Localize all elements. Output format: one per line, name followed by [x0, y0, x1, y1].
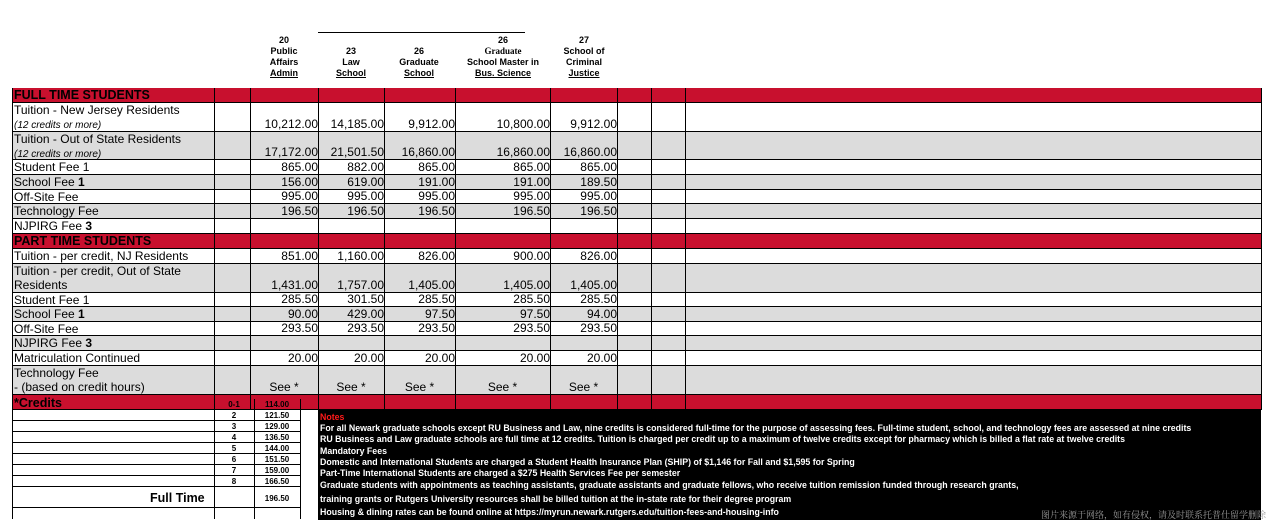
row-label [14, 191, 78, 204]
row-label-text: School Fee [14, 175, 79, 189]
column-title-line: Graduate [484, 46, 522, 56]
column-title-underlined: Bus. Science [474, 68, 532, 78]
amount-cell: 900.00 [513, 249, 550, 263]
credits-amount: 159.00 [264, 466, 290, 475]
credits-section-title: *Credits [14, 396, 62, 410]
full-time-amount: 196.50 [264, 494, 290, 503]
grid-line [1261, 88, 1262, 410]
row-sublabel [14, 118, 101, 132]
row-label [14, 323, 78, 336]
row-label-text: Tuition - New Jersey Residents [14, 103, 180, 117]
credits-count: 6 [231, 455, 237, 464]
amount-cell: 1,405.00 [408, 278, 455, 292]
row-label-text: Student Fee 1 [14, 293, 90, 307]
table-row [12, 132, 1261, 160]
amount-cell: 1,431.00 [271, 278, 318, 292]
amount-cell: 196.50 [513, 204, 550, 218]
row-label-text: Off-Site Fee [14, 322, 79, 336]
column-title-line: School of [563, 46, 605, 56]
amount-cell: 826.00 [418, 249, 455, 263]
amount-cell: 196.50 [281, 204, 318, 218]
amount-cell: 20.00 [586, 351, 617, 365]
row-label [14, 133, 181, 146]
amount-cell: 865.00 [513, 160, 550, 174]
table-row [12, 366, 1261, 395]
footnote-marker: 3 [85, 336, 93, 350]
row-sublabel-text: (12 credits or more) [14, 120, 102, 131]
row-label [14, 265, 181, 278]
row-label-text: Tuition - Out of State Residents [14, 132, 181, 146]
see-note-cell: See * [269, 380, 299, 394]
amount-cell: 293.50 [418, 321, 455, 335]
amount-cell: 293.50 [347, 321, 384, 335]
table-row [12, 351, 1261, 366]
note-line: Domestic and International Students are charged a Student Health Insurance Plan (SHIP) of $1,146 for Fall and $1,595 for Spring [320, 457, 855, 467]
row-label [14, 176, 85, 189]
amount-cell: 20.00 [353, 351, 384, 365]
amount-cell: 1,405.00 [503, 278, 550, 292]
credits-count: 8 [231, 477, 237, 486]
row-label-text: NJPIRG Fee [14, 336, 86, 350]
amount-cell: 285.50 [281, 292, 318, 306]
table-row [12, 175, 1261, 190]
part-time-section-title: PART TIME STUDENTS [14, 234, 152, 248]
amount-cell: 20.00 [519, 351, 550, 365]
table-row [12, 219, 1261, 234]
amount-cell: 995.00 [281, 189, 318, 203]
column-title-line: Affairs [269, 57, 299, 67]
credits-amount: 121.50 [264, 411, 290, 420]
amount-cell: 10,800.00 [496, 117, 550, 131]
amount-cell: 826.00 [580, 249, 617, 263]
footnote-marker: 3 [85, 219, 93, 233]
amount-cell: 196.50 [418, 204, 455, 218]
credits-amount: 136.50 [264, 433, 290, 442]
amount-cell: 189.50 [580, 175, 617, 189]
credits-amount: 151.50 [264, 455, 290, 464]
amount-cell: 882.00 [347, 160, 384, 174]
table-row [12, 293, 1261, 307]
note-line: Part-Time International Students are charged a $275 Health Services Fee per semester [320, 468, 681, 478]
row-label [14, 367, 99, 380]
amount-cell: 196.50 [347, 204, 384, 218]
amount-cell: 285.50 [580, 292, 617, 306]
row-sublabel-text: (12 credits or more) [14, 149, 102, 160]
row-sublabel [14, 147, 101, 161]
column-title-underlined: School [403, 68, 434, 78]
amount-cell: 94.00 [586, 307, 617, 321]
note-line: Mandatory Fees [320, 446, 387, 456]
note-line: For all Newark graduate schools except RU Business and Law, nine credits is considered full-time for the purpose of assessing fees. Full-time student, school, and technology fees are assessed at nine credits [320, 423, 1192, 433]
row-label-text: Off-Site Fee [14, 190, 79, 204]
note-line: Graduate students with appointments as teaching assistants, graduate assistants and graduate fellows, who receive tuition remission funded through research grants, [320, 480, 1019, 490]
row-label-text: Tuition - per credit, NJ Residents [14, 249, 189, 263]
amount-cell: 285.50 [513, 292, 550, 306]
footnote-marker: 1 [78, 175, 85, 189]
amount-cell: 1,405.00 [570, 278, 617, 292]
part-time-header-band [12, 234, 1261, 249]
amount-cell: 995.00 [418, 189, 455, 203]
row-label [14, 220, 92, 233]
row-label [14, 294, 89, 307]
note-line: training grants or Rutgers University resources shall be billed tuition at the in-state rate for their degree program [320, 494, 792, 504]
amount-cell: 851.00 [281, 249, 318, 263]
table-row [12, 190, 1261, 204]
credits-count: 7 [231, 466, 237, 475]
column-code: 20 [278, 35, 289, 45]
row-label-text: Matriculation Continued [14, 351, 141, 365]
see-note-cell: See * [487, 380, 518, 394]
header-top-rule [318, 32, 525, 33]
amount-cell: 97.50 [519, 307, 550, 321]
row-label [14, 308, 85, 321]
credits-count: 0-1 [228, 400, 240, 409]
credits-amount: 129.00 [264, 422, 290, 431]
see-note-cell: See * [568, 380, 599, 394]
row-label [14, 250, 188, 263]
row-label-text: School Fee [14, 307, 79, 321]
credits-amount: 114.00 [264, 400, 290, 409]
amount-cell: 17,172.00 [264, 145, 318, 159]
credits-count: 4 [231, 433, 237, 442]
amount-cell: 16,860.00 [401, 145, 455, 159]
row-label-text: Technology Fee [14, 204, 99, 218]
amount-cell: 619.00 [347, 175, 384, 189]
column-code: 26 [497, 35, 508, 45]
amount-cell: 97.50 [424, 307, 455, 321]
amount-cell: 191.00 [513, 175, 550, 189]
footnote-marker: 1 [78, 307, 85, 321]
amount-cell: 21,501.50 [330, 145, 384, 159]
table-row [12, 160, 1261, 175]
table-row [12, 336, 1261, 351]
grid-line [12, 88, 13, 410]
amount-cell: 156.00 [281, 175, 318, 189]
notes-title: Notes [320, 412, 345, 422]
row-label [14, 205, 99, 218]
amount-cell: 285.50 [418, 292, 455, 306]
row-label-text: Tuition - per credit, Out of State [14, 264, 181, 278]
credits-count: 3 [231, 422, 237, 431]
amount-cell: 9,912.00 [408, 117, 455, 131]
full-time-section-title: FULL TIME STUDENTS [14, 88, 150, 102]
amount-cell: 293.50 [580, 321, 617, 335]
row-label-text: NJPIRG Fee [14, 219, 86, 233]
credits-grid-line [300, 399, 301, 519]
row-label-continued: Residents [14, 278, 68, 292]
amount-cell: 20.00 [287, 351, 318, 365]
amount-cell: 196.50 [580, 204, 617, 218]
row-label [14, 104, 180, 117]
column-title-underlined: School [335, 68, 366, 78]
column-code: 27 [578, 35, 589, 45]
column-code: 26 [413, 46, 424, 56]
amount-cell: 865.00 [281, 160, 318, 174]
column-code: 23 [345, 46, 356, 56]
amount-cell: 1,160.00 [337, 249, 384, 263]
amount-cell: 293.50 [281, 321, 318, 335]
grid-line [617, 88, 618, 410]
table-row [12, 249, 1261, 264]
amount-cell: 1,757.00 [337, 278, 384, 292]
amount-cell: 865.00 [418, 160, 455, 174]
column-title-line: Graduate [399, 57, 439, 67]
row-label [14, 161, 89, 174]
amount-cell: 9,912.00 [570, 117, 617, 131]
amount-cell: 865.00 [580, 160, 617, 174]
column-title-underlined: Justice [568, 68, 600, 78]
amount-cell: 293.50 [513, 321, 550, 335]
table-row [12, 103, 1261, 132]
table-row [12, 264, 1261, 293]
row-label-text: Student Fee 1 [14, 160, 90, 174]
credits-amount: 166.50 [264, 477, 290, 486]
see-note-cell: See * [404, 380, 435, 394]
amount-cell: 16,860.00 [496, 145, 550, 159]
column-title-line: Criminal [565, 57, 602, 67]
column-title-line: Public [270, 46, 298, 56]
grid-line [685, 88, 686, 410]
table-row [12, 307, 1261, 322]
amount-cell: 995.00 [347, 189, 384, 203]
row-label-continued: - (based on credit hours) [14, 380, 145, 394]
amount-cell: 20.00 [424, 351, 455, 365]
amount-cell: 995.00 [580, 189, 617, 203]
note-line: Housing & dining rates can be found online at https://myrun.newark.rutgers.edu/tuition-fees-and-housing-info [320, 507, 779, 517]
credits-count: 2 [231, 411, 237, 420]
row-label-text: Technology Fee [14, 366, 99, 380]
row-label [14, 352, 140, 365]
column-title-line: School Master in [466, 57, 539, 67]
amount-cell: 16,860.00 [563, 145, 617, 159]
row-label [14, 337, 92, 350]
note-line: RU Business and Law graduate schools are full time at 12 credits. Tuition is charged per credit up to a maximum of twelve credits except for pharmacy which is billed a flat rate at twelve credits [320, 434, 1125, 444]
amount-cell: 301.50 [347, 292, 384, 306]
grid-line [651, 88, 652, 410]
see-note-cell: See * [336, 380, 366, 394]
table-row [12, 322, 1261, 336]
credits-amount: 144.00 [264, 444, 290, 453]
grid-line [214, 88, 215, 410]
amount-cell: 90.00 [287, 307, 318, 321]
credits-count: 5 [231, 444, 237, 453]
amount-cell: 429.00 [347, 307, 384, 321]
column-header [534, 35, 634, 79]
full-time-header-band [12, 88, 1261, 103]
table-row [12, 204, 1261, 219]
amount-cell: 191.00 [418, 175, 455, 189]
amount-cell: 995.00 [513, 189, 550, 203]
column-title-underlined: Admin [270, 68, 298, 78]
amount-cell: 14,185.00 [330, 117, 384, 131]
full-time-label: Full Time [150, 491, 205, 505]
column-title-line: Law [342, 57, 360, 67]
amount-cell: 10,212.00 [264, 117, 318, 131]
watermark-text: 图片来源于网络，如有侵权，请及时联系托普仕留学删除 [1040, 510, 1266, 520]
